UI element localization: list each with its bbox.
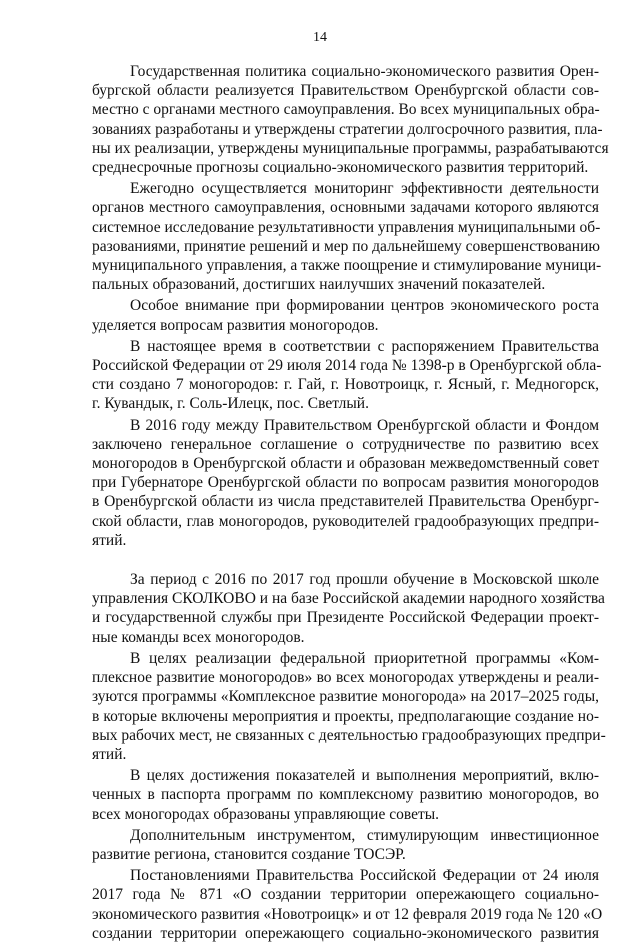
document-body [92,62,609,943]
text-line: ченных в паспорта программ по комплексному развитию моногородов, во [92,786,599,804]
text-line: сти создано 7 моногородов: г. Гай, г. Новотроицк, г. Ясный, г. Медногорск, [92,376,599,394]
text-line: среднесрочные прогнозы социально-экономического развития территорий. [92,159,589,177]
text-line: органов местного самоуправления, основными задачами которого являются [92,199,599,217]
text-line: системное исследование результативности управления муниципальными об- [92,218,601,236]
text-line: ны их реализации, утверждены муниципальные программы, разрабатываются [92,139,609,157]
text-line: при Губернаторе Оренбургской области по вопросам развития моногородов [92,474,599,492]
text-line: зуются программы «Комплексное развитие моногорода» на 2017–2025 годы, [92,688,599,706]
paragraph-federal-program [92,649,606,764]
text-line: В целях достижения показателей и выполнения мероприятий, вклю- [130,767,599,785]
text-line: В настоящее время в соответствии с распоряжением Правительства [130,337,599,355]
text-line: пальных образований, достигших наилучших значений показателей. [92,276,546,294]
paragraph-state-policy [92,62,609,177]
text-line: местно с органами местного самоуправления. Во всех муниципальных обра- [92,101,600,119]
paragraph-monotowns-list [92,337,602,414]
text-line: плексное развитие моногородов» во всех моногородах утверждены и реали- [92,669,599,687]
text-line: г. Кувандык, г. Соль-Илецк, пос. Светлый. [92,395,369,413]
text-line: уделяется вопросам развития моногородов. [92,316,379,334]
text-line: Особое внимание при формировании центров экономического роста [130,297,599,315]
text-line: В целях реализации федеральной приоритетной программы «Ком- [130,649,599,667]
text-line: За период с 2016 по 2017 год прошли обучение в Московской школе [130,571,599,589]
paragraph-tosed [92,826,599,864]
text-line: ятий. [92,745,127,763]
text-line: создании территории опережающего социально-экономического развития [92,924,599,942]
text-line: экономического развития «Новотроицк» и от 12 февраля 2019 года № 120 «О [92,905,603,923]
text-line: моногородов в Оренбургской области и образован межведомственный совет [92,455,599,473]
text-line: Ежегодно осуществляется мониторинг эффективности деятельности [130,180,599,198]
text-line: ской области, глав моногородов, руководителей градообразующих предпри- [92,512,599,530]
text-line: зованиях разработаны и утверждены стратегии долгосрочного развития, пла- [92,120,603,138]
text-line: Дополнительным инструментом, стимулирующим инвестиционное [130,826,599,844]
text-line: вых рабочих мест, не связанных с деятельностью градообразующих предпри- [92,726,606,744]
text-line: всех моногородах образованы управляющие советы. [92,805,440,823]
text-line: в которые включены мероприятия и проекты, предполагающие создание но- [92,707,599,725]
text-line: Постановлениями Правительства Российской Федерации от 24 июля [130,867,599,885]
text-line: развитие региона, становится создание ТОСЭР. [92,845,406,863]
text-line: в Оренбургской области из числа представителей Правительства Оренбург- [92,493,599,511]
text-line: управления СКОЛКОВО и на базе Российской академии народного хозяйства [92,590,605,608]
text-line: разованиями, принятие решений и мер по дальнейшему совершенствованию [92,237,600,255]
paragraph-agreement-2016 [92,416,599,550]
text-line: Российской Федерации от 29 июля 2014 года № 1398-р в Оренбургской обла- [92,357,602,375]
text-line: муниципального управления, а также поощрение и стимулирование муници- [92,257,602,275]
text-line: бургской области реализуется Правительством Оренбургской области сов- [92,82,599,100]
text-line: Государственная политика социально-экономического развития Орен- [130,63,599,80]
text-line: ятий. [92,531,127,549]
text-line: ные команды всех моногородов. [92,628,305,646]
paragraph-management-councils [92,766,599,824]
text-line: В 2016 году между Правительством Оренбургской области и Фондом [130,416,599,434]
text-line: заключено генеральное соглашение о сотрудничестве по развитию всех [92,435,599,453]
paragraph-growth-centers [92,296,599,334]
text-line: 2017 года № 871 «О создании территории опережающего социально- [92,886,599,904]
page-number: 14 [313,30,327,45]
paragraph-training [92,570,605,647]
paragraph-monitoring [92,179,602,294]
text-line: и государственной службы при Президенте Российской Федерации проект- [92,609,599,627]
